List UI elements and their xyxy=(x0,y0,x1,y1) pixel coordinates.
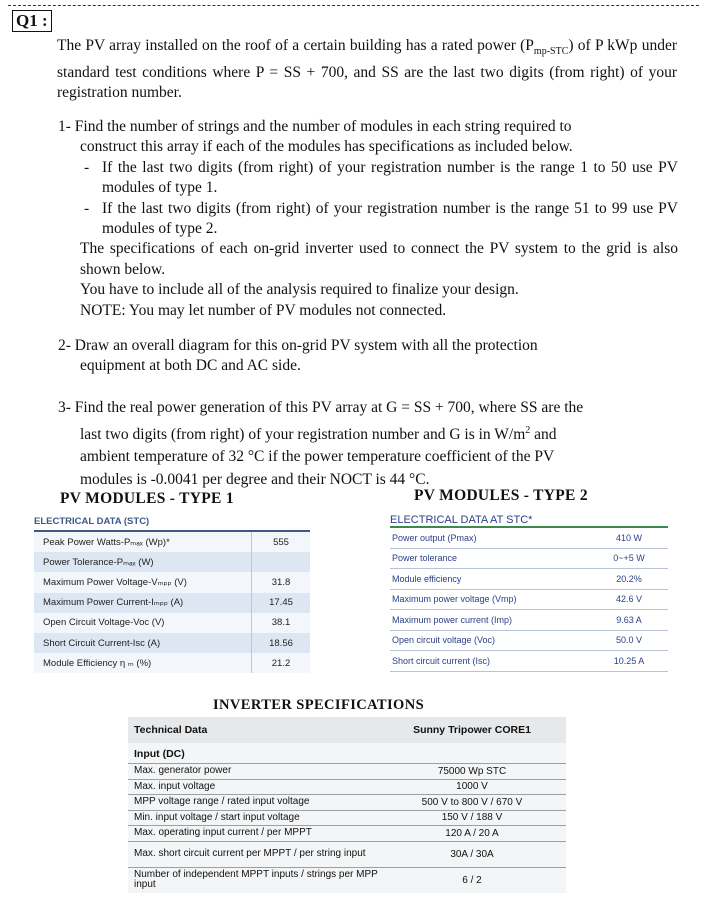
table-row: Short circuit current (Isc) 10.25 A xyxy=(390,651,668,672)
q1-lead: 1- Find the number of strings and the number of modules in each string required to xyxy=(58,118,572,135)
q1-bullet-type2: - If the last two digits (from right) of your registration number is the range 51 to 99 use PV modules of type 2. xyxy=(84,199,678,238)
question-1 xyxy=(58,117,678,321)
table-row: Module efficiency 20.2% xyxy=(390,569,668,590)
inverter-title: INVERTER SPECIFICATIONS xyxy=(213,697,425,713)
table-row: Maximum Power Voltage-Vₘₚₚ (V) 31.8 xyxy=(34,572,310,592)
table-row: Power Tolerance-Pₘₐₓ (W) xyxy=(34,552,310,572)
table-row: Max. short circuit current per MPPT / per string input 30A / 30A xyxy=(128,841,566,867)
q1-inverter-note: The specifications of each on-grid inverter used to connect the PV system to the grid is also shown below. xyxy=(80,240,678,278)
table-row: Max. generator power 75000 Wp STC xyxy=(128,763,566,779)
q3-line2: last two digits (from right) of your registration number and G is in $W/m^2$ and xyxy=(80,424,557,443)
table-row: Maximum power current (Imp) 9.63 A xyxy=(390,610,668,631)
table-row: Module Efficiency η ₘ (%) 21.2 xyxy=(34,653,310,673)
type2-title: PV MODULES - TYPE 2 xyxy=(414,487,588,504)
table-row: Power output (Pmax) 410 W xyxy=(390,528,668,549)
table-row: Min. input voltage / start input voltage 150 V / 188 V xyxy=(128,810,566,826)
q3-lead: 3- Find the real power generation of this PV array at G = SS + 700, where SS are the xyxy=(58,399,584,416)
inverter-section-input: Input (DC) xyxy=(134,748,185,760)
type1-header: ELECTRICAL DATA (STC) xyxy=(34,512,310,532)
table-row: Maximum Power Current-Iₘₚₚ (A) 17.45 xyxy=(34,593,310,613)
q3-line4: modules is -0.0041 per degree and their NOCT is 44 °C. xyxy=(80,470,430,488)
table-row: Max. operating input current / per MPPT 120 A / 20 A xyxy=(128,825,566,841)
q1-analysis-note: You have to include all of the analysis required to finalize your design. xyxy=(80,281,519,299)
table-row: Open circuit voltage (Voc) 50.0 V xyxy=(390,631,668,652)
table-row: Short Circuit Current-Isc (A) 18.56 xyxy=(34,633,310,653)
q2-lead: 2- Draw an overall diagram for this on-grid PV system with all the protection xyxy=(58,337,538,354)
question-2 xyxy=(58,336,678,377)
q1-lead-cont: construct this array if each of the modules has specifications as included below. xyxy=(80,138,573,156)
table-row: Open Circuit Voltage-Voc (V) 38.1 xyxy=(34,613,310,633)
q3-line3: ambient temperature of 32 °C if the power temperature coefficient of the PV xyxy=(80,448,555,466)
type1-table xyxy=(34,512,310,673)
inverter-table xyxy=(128,717,566,893)
table-row: Maximum power voltage (Vmp) 42.6 V xyxy=(390,590,668,611)
top-dashed-rule xyxy=(8,5,699,6)
q2-cont: equipment at both DC and AC side. xyxy=(80,357,301,375)
table-row: MPP voltage range / rated input voltage 500 V to 800 V / 670 V xyxy=(128,794,566,810)
type2-table xyxy=(390,512,668,672)
table-row: Peak Power Watts-Pₘₐₓ (Wp)* 555 xyxy=(34,532,310,552)
q1-bullet-type1: - If the last two digits (from right) of your registration number is the range 1 to 50 use PV modules of type 1. xyxy=(84,158,678,197)
table-row: Max. input voltage 1000 V xyxy=(128,779,566,795)
type1-title: PV MODULES - TYPE 1 xyxy=(60,490,234,507)
inverter-header-row: Technical Data Sunny Tripower CORE1 xyxy=(128,717,566,743)
table-row: Power tolerance 0~+5 W xyxy=(390,549,668,570)
question-label: Q1 : xyxy=(12,10,52,32)
table-row: Number of independent MPPT inputs / strings per MPP input 6 / 2 xyxy=(128,867,566,893)
q1-note: NOTE: You may let number of PV modules not connected. xyxy=(80,301,447,319)
intro-paragraph: The PV array installed on the roof of a certain building has a rated power $(P_{mp-STC})$ of P kWp under standard test conditions where P = SS + 700, and SS are the last two digits (from right) of your registration number. xyxy=(57,37,677,101)
type2-header: ELECTRICAL DATA AT STC* xyxy=(390,512,668,528)
question-3 xyxy=(58,397,678,491)
